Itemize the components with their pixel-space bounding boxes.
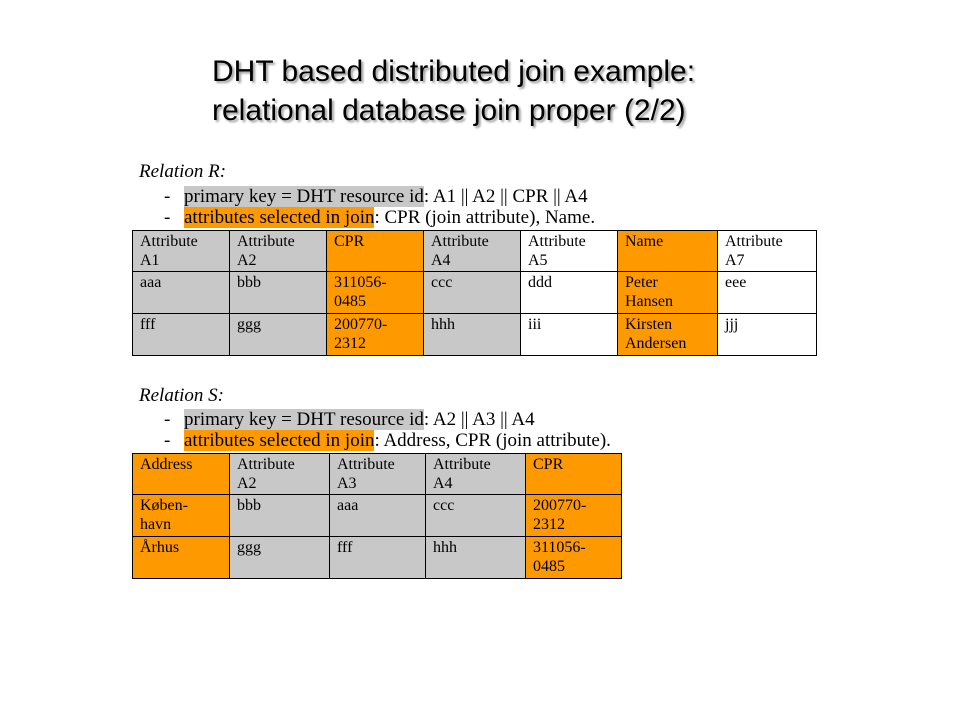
header-cell-attribute-a1: Attribute A1: [133, 231, 230, 272]
table-cell: hhh: [426, 537, 526, 579]
table-cell: fff: [133, 314, 230, 356]
header-cell-attribute-a4: Attribute A4: [424, 231, 521, 272]
relation-s-heading: Relation S:: [139, 385, 224, 406]
relation-s-table: [132, 453, 622, 579]
primary-key-highlight: primary key = DHT resource id: [184, 186, 424, 207]
bullet-dash: -: [164, 409, 171, 430]
table-cell: aaa: [330, 495, 426, 537]
relation-s-bullet-join-attributes: [134, 430, 834, 452]
table-cell: 311056- 0485: [526, 537, 622, 579]
relation-r-bullet-primary-key: [134, 186, 834, 208]
table-cell: Århus: [133, 537, 230, 579]
table-row: [133, 314, 817, 356]
table-cell: ccc: [424, 272, 521, 314]
relation-r-heading: Relation R:: [139, 161, 227, 182]
table-cell: Køben- havn: [133, 495, 230, 537]
header-cell-attribute-a4: Attribute A4: [426, 454, 526, 495]
table-cell: 311056- 0485: [327, 272, 424, 314]
table-cell: 200770- 2312: [327, 314, 424, 356]
table-cell: ddd: [521, 272, 618, 314]
table-cell: ccc: [426, 495, 526, 537]
join-attributes-text: : Address, CPR (join attribute).: [374, 430, 611, 451]
header-cell-attribute-a2: Attribute A2: [230, 454, 330, 495]
table-cell: 200770- 2312: [526, 495, 622, 537]
table-row: [133, 537, 622, 579]
table-cell: Kirsten Andersen: [618, 314, 718, 356]
join-attributes-highlight: attributes selected in join: [184, 430, 375, 451]
title-line-1: DHT based distributed join example:: [212, 55, 696, 88]
table-cell: hhh: [424, 314, 521, 356]
primary-key-text: : A1 || A2 || CPR || A4: [423, 186, 588, 207]
relation-r-table: [132, 230, 817, 356]
header-cell-cpr: CPR: [327, 231, 424, 272]
header-cell-address: Address: [133, 454, 230, 495]
header-cell-attribute-a2: Attribute A2: [230, 231, 327, 272]
join-attributes-highlight: attributes selected in join: [184, 207, 375, 228]
header-cell-attribute-a7: Attribute A7: [718, 231, 817, 272]
table-row: [133, 495, 622, 537]
join-attributes-text: : CPR (join attribute), Name.: [374, 207, 596, 228]
table-cell: iii: [521, 314, 618, 356]
table-cell: Peter Hansen: [618, 272, 718, 314]
bullet-dash: -: [164, 430, 171, 451]
table-cell: aaa: [133, 272, 230, 314]
table-header-row: [133, 231, 817, 272]
table-row: [133, 272, 817, 314]
bullet-dash: -: [164, 207, 171, 228]
table-header-row: [133, 454, 622, 495]
relation-r-bullet-join-attributes: [134, 207, 834, 229]
table-cell: ggg: [230, 537, 330, 579]
primary-key-highlight: primary key = DHT resource id: [184, 409, 424, 430]
table-cell: fff: [330, 537, 426, 579]
header-cell-cpr: CPR: [526, 454, 622, 495]
header-cell-attribute-a3: Attribute A3: [330, 454, 426, 495]
table-cell: bbb: [230, 495, 330, 537]
table-cell: jjj: [718, 314, 817, 356]
table-cell: ggg: [230, 314, 327, 356]
header-cell-name: Name: [618, 231, 718, 272]
header-cell-attribute-a5: Attribute A5: [521, 231, 618, 272]
relation-s-bullet-primary-key: [134, 409, 834, 431]
table-cell: eee: [718, 272, 817, 314]
slide-title: [212, 52, 872, 130]
bullet-dash: -: [164, 186, 171, 207]
table-cell: bbb: [230, 272, 327, 314]
title-line-2: relational database join proper (2/2): [212, 94, 686, 127]
primary-key-text: : A2 || A3 || A4: [423, 409, 535, 430]
